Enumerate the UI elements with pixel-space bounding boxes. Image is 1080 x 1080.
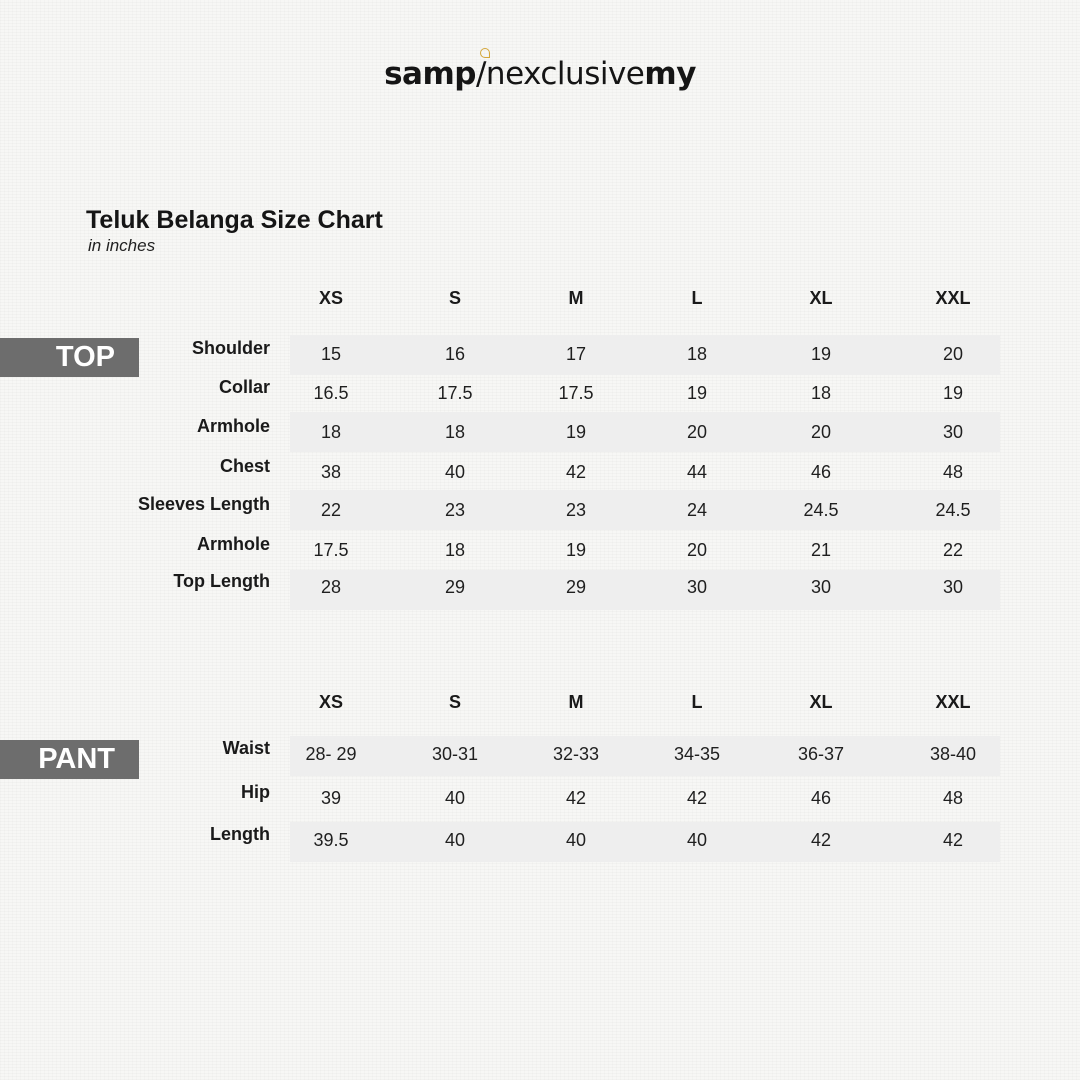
table-cell: 18 — [810, 383, 832, 403]
table-cell: 28- 29 — [305, 744, 357, 764]
table-cell: 29 — [444, 577, 466, 597]
row-label: Collar — [218, 377, 270, 397]
size-header: XS — [318, 692, 344, 712]
row-label: Shoulder — [191, 338, 270, 358]
table-cell: 20 — [686, 422, 708, 442]
table-cell: 19 — [810, 344, 832, 364]
table-cell: 17.5 — [313, 540, 349, 560]
table-cell: 30 — [942, 422, 964, 442]
row-label: Sleeves Length — [137, 494, 270, 514]
size-header: L — [691, 288, 703, 308]
table-cell: 29 — [565, 577, 587, 597]
table-cell: 42 — [565, 462, 587, 482]
brand-logo — [0, 56, 1080, 92]
table-cell: 22 — [320, 500, 342, 520]
row-band — [290, 570, 1000, 610]
table-cell: 30 — [810, 577, 832, 597]
size-header: L — [691, 692, 703, 712]
table-cell: 15 — [320, 344, 342, 364]
logo-text-my: my — [644, 56, 696, 92]
table-cell: 16.5 — [313, 383, 349, 403]
table-cell: 48 — [942, 788, 964, 808]
table-cell: 46 — [810, 788, 832, 808]
table-cell: 42 — [942, 830, 964, 850]
table-cell: 39 — [320, 788, 342, 808]
table-cell: 40 — [565, 830, 587, 850]
hanger-icon — [480, 48, 490, 58]
size-header: S — [448, 288, 462, 308]
table-cell: 17.5 — [437, 383, 473, 403]
table-cell: 46 — [810, 462, 832, 482]
table-cell: 24 — [686, 500, 708, 520]
row-band — [290, 822, 1000, 862]
row-band — [290, 490, 1000, 530]
table-cell: 40 — [444, 788, 466, 808]
table-cell: 18 — [320, 422, 342, 442]
table-cell: 42 — [565, 788, 587, 808]
table-cell: 17.5 — [558, 383, 594, 403]
table-cell: 42 — [686, 788, 708, 808]
row-label: Chest — [219, 456, 270, 476]
table-cell: 22 — [942, 540, 964, 560]
logo-text-slash-n: /n — [475, 56, 506, 92]
size-header: XXL — [935, 692, 971, 712]
row-label: Waist — [222, 738, 270, 758]
table-cell: 30-31 — [431, 744, 479, 764]
size-header: XL — [809, 288, 833, 308]
table-cell: 17 — [565, 344, 587, 364]
size-header: M — [568, 288, 584, 308]
logo-text-exclusive: exclusive — [505, 56, 645, 92]
row-label: Top Length — [173, 571, 270, 591]
table-cell: 23 — [444, 500, 466, 520]
table-cell: 19 — [686, 383, 708, 403]
table-cell: 24.5 — [803, 500, 839, 520]
table-cell: 19 — [942, 383, 964, 403]
size-header: XL — [809, 692, 833, 712]
table-cell: 28 — [320, 577, 342, 597]
table-cell: 32-33 — [552, 744, 600, 764]
section-tag-pant: PANT — [0, 740, 139, 779]
table-cell: 19 — [565, 540, 587, 560]
table-cell: 34-35 — [673, 744, 721, 764]
row-band — [290, 335, 1000, 375]
table-cell: 20 — [686, 540, 708, 560]
logo-hanger-mark — [476, 56, 505, 92]
table-cell: 20 — [942, 344, 964, 364]
row-label: Armhole — [196, 416, 270, 436]
table-cell: 40 — [444, 830, 466, 850]
size-header: S — [448, 692, 462, 712]
table-cell: 40 — [686, 830, 708, 850]
page-subtitle: in inches — [88, 236, 156, 255]
table-cell: 38-40 — [929, 744, 977, 764]
table-cell: 38 — [320, 462, 342, 482]
table-cell: 48 — [942, 462, 964, 482]
row-band — [290, 736, 1000, 776]
table-cell: 40 — [444, 462, 466, 482]
row-label: Length — [210, 824, 270, 844]
table-cell: 18 — [444, 422, 466, 442]
section-tag-top: TOP — [0, 338, 139, 377]
row-label: Armhole — [196, 534, 270, 554]
table-cell: 21 — [810, 540, 832, 560]
size-header: M — [568, 692, 584, 712]
size-header: XS — [318, 288, 344, 308]
table-cell: 24.5 — [935, 500, 971, 520]
logo-text-samp: samp — [384, 56, 476, 92]
table-cell: 18 — [686, 344, 708, 364]
table-cell: 20 — [810, 422, 832, 442]
table-cell: 16 — [444, 344, 466, 364]
table-cell: 36-37 — [797, 744, 845, 764]
page-title: Teluk Belanga Size Chart — [86, 206, 383, 234]
row-band — [290, 412, 1000, 452]
table-cell: 18 — [444, 540, 466, 560]
table-cell: 39.5 — [313, 830, 349, 850]
table-cell: 19 — [565, 422, 587, 442]
row-label: Hip — [241, 782, 270, 802]
table-cell: 30 — [942, 577, 964, 597]
table-cell: 30 — [686, 577, 708, 597]
table-cell: 44 — [686, 462, 708, 482]
size-header: XXL — [935, 288, 971, 308]
table-cell: 23 — [565, 500, 587, 520]
table-cell: 42 — [810, 830, 832, 850]
